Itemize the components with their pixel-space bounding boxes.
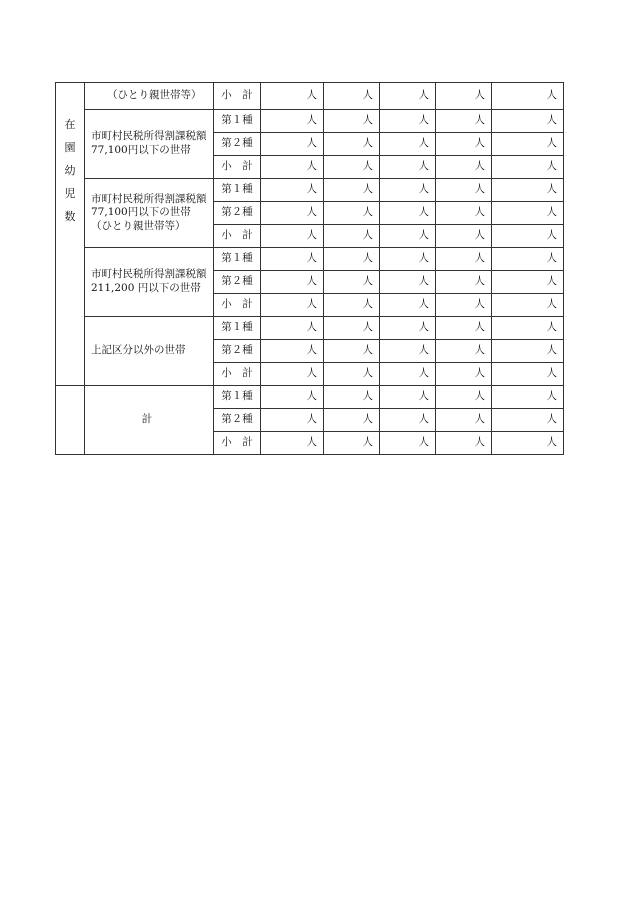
count-cell-total-subtotal-3[interactable]: 人 (436, 432, 492, 455)
side-label-char: 数 (64, 210, 76, 223)
count-cell-g3-first-3[interactable]: 人 (436, 248, 492, 271)
count-cell-g1-second-2[interactable]: 人 (380, 133, 436, 156)
total-label: 計 (85, 386, 214, 455)
count-cell-g1-first-0[interactable]: 人 (261, 110, 324, 133)
table-row (56, 110, 564, 133)
count-cell-g4-second-1[interactable]: 人 (324, 340, 380, 363)
count-cell-total-second-4[interactable]: 人 (492, 409, 564, 432)
count-cell-g4-first-4[interactable]: 人 (492, 317, 564, 340)
count-cell-g3-subtotal-1[interactable]: 人 (324, 294, 380, 317)
count-cell-total-second-0[interactable]: 人 (261, 409, 324, 432)
count-cell-g3-second-3[interactable]: 人 (436, 271, 492, 294)
subrow-label-subtotal: 小 計 (214, 156, 261, 179)
subrow-label-subtotal: 小 計 (214, 225, 261, 248)
category-label: 市町村民税所得割課税額 211,200 円以下の世帯 (85, 248, 214, 317)
count-cell-g1-first-2[interactable]: 人 (380, 110, 436, 133)
count-cell-total-first-0[interactable]: 人 (261, 386, 324, 409)
count-cell-g3-first-1[interactable]: 人 (324, 248, 380, 271)
table-row (56, 179, 564, 202)
side-label-enrolled-children (56, 83, 85, 386)
count-cell-g2-subtotal-3[interactable]: 人 (436, 225, 492, 248)
count-cell-g2-first-3[interactable]: 人 (436, 179, 492, 202)
count-cell-total-second-3[interactable]: 人 (436, 409, 492, 432)
count-cell-g4-second-3[interactable]: 人 (436, 340, 492, 363)
count-cell-g0-subtotal-0[interactable]: 人 (261, 83, 324, 110)
count-cell-total-first-2[interactable]: 人 (380, 386, 436, 409)
count-cell-total-second-2[interactable]: 人 (380, 409, 436, 432)
count-cell-g3-subtotal-3[interactable]: 人 (436, 294, 492, 317)
subrow-label-second: 第２種 (214, 133, 261, 156)
count-cell-g1-subtotal-2[interactable]: 人 (380, 156, 436, 179)
total-side-blank (56, 386, 85, 455)
side-label-char: 在 (64, 118, 76, 131)
count-cell-g1-first-1[interactable]: 人 (324, 110, 380, 133)
subrow-label-second: 第２種 (214, 409, 261, 432)
subrow-label-second: 第２種 (214, 271, 261, 294)
count-cell-g3-second-4[interactable]: 人 (492, 271, 564, 294)
category-label: 市町村民税所得割課税額77,100円以下の世帯（ひとり親世帯等） (85, 179, 214, 248)
count-cell-g2-first-4[interactable]: 人 (492, 179, 564, 202)
count-cell-g2-second-2[interactable]: 人 (380, 202, 436, 225)
count-cell-g3-subtotal-4[interactable]: 人 (492, 294, 564, 317)
count-cell-g3-second-0[interactable]: 人 (261, 271, 324, 294)
count-cell-g4-first-2[interactable]: 人 (380, 317, 436, 340)
count-cell-g2-second-0[interactable]: 人 (261, 202, 324, 225)
count-cell-g1-subtotal-0[interactable]: 人 (261, 156, 324, 179)
count-cell-g4-subtotal-2[interactable]: 人 (380, 363, 436, 386)
count-cell-g1-first-3[interactable]: 人 (436, 110, 492, 133)
count-cell-g4-second-4[interactable]: 人 (492, 340, 564, 363)
side-label-char: 幼 (64, 164, 76, 177)
category-label: 上記区分以外の世帯 (85, 317, 214, 386)
count-cell-g1-second-1[interactable]: 人 (324, 133, 380, 156)
count-cell-g3-second-2[interactable]: 人 (380, 271, 436, 294)
count-cell-g4-subtotal-1[interactable]: 人 (324, 363, 380, 386)
count-cell-g2-second-3[interactable]: 人 (436, 202, 492, 225)
count-cell-total-first-1[interactable]: 人 (324, 386, 380, 409)
count-cell-g3-first-0[interactable]: 人 (261, 248, 324, 271)
count-cell-g3-subtotal-0[interactable]: 人 (261, 294, 324, 317)
count-cell-g1-first-4[interactable]: 人 (492, 110, 564, 133)
subrow-label-subtotal: 小 計 (214, 294, 261, 317)
count-cell-g4-subtotal-0[interactable]: 人 (261, 363, 324, 386)
subrow-label-first: 第１種 (214, 110, 261, 133)
count-cell-g4-first-0[interactable]: 人 (261, 317, 324, 340)
side-label-char: 児 (64, 187, 76, 200)
count-cell-g2-subtotal-1[interactable]: 人 (324, 225, 380, 248)
count-cell-g2-first-1[interactable]: 人 (324, 179, 380, 202)
count-cell-g2-subtotal-0[interactable]: 人 (261, 225, 324, 248)
count-cell-g2-second-4[interactable]: 人 (492, 202, 564, 225)
count-cell-g1-second-3[interactable]: 人 (436, 133, 492, 156)
subrow-label-subtotal: 小 計 (214, 432, 261, 455)
subrow-label-first: 第１種 (214, 317, 261, 340)
count-cell-g1-second-4[interactable]: 人 (492, 133, 564, 156)
count-cell-g2-subtotal-4[interactable]: 人 (492, 225, 564, 248)
enrollment-table (55, 82, 564, 455)
count-cell-g2-subtotal-2[interactable]: 人 (380, 225, 436, 248)
count-cell-g4-first-3[interactable]: 人 (436, 317, 492, 340)
count-cell-g3-second-1[interactable]: 人 (324, 271, 380, 294)
count-cell-total-first-4[interactable]: 人 (492, 386, 564, 409)
category-label: （ひとり親世帯等） (85, 83, 214, 110)
count-cell-g2-first-0[interactable]: 人 (261, 179, 324, 202)
count-cell-g1-second-0[interactable]: 人 (261, 133, 324, 156)
count-cell-total-subtotal-2[interactable]: 人 (380, 432, 436, 455)
count-cell-total-subtotal-1[interactable]: 人 (324, 432, 380, 455)
count-cell-g2-second-1[interactable]: 人 (324, 202, 380, 225)
count-cell-g4-second-2[interactable]: 人 (380, 340, 436, 363)
count-cell-g1-subtotal-1[interactable]: 人 (324, 156, 380, 179)
count-cell-g3-first-2[interactable]: 人 (380, 248, 436, 271)
count-cell-total-first-3[interactable]: 人 (436, 386, 492, 409)
count-cell-g0-subtotal-2[interactable]: 人 (380, 83, 436, 110)
table-row (56, 248, 564, 271)
count-cell-total-subtotal-4[interactable]: 人 (492, 432, 564, 455)
count-cell-total-second-1[interactable]: 人 (324, 409, 380, 432)
table-row (56, 83, 564, 110)
side-label-char: 園 (64, 141, 76, 154)
subrow-label-second: 第２種 (214, 340, 261, 363)
count-cell-g4-subtotal-4[interactable]: 人 (492, 363, 564, 386)
count-cell-g3-first-4[interactable]: 人 (492, 248, 564, 271)
table-row (56, 317, 564, 340)
count-cell-g0-subtotal-1[interactable]: 人 (324, 83, 380, 110)
category-label: 市町村民税所得割課税額77,100円以下の世帯 (85, 110, 214, 179)
count-cell-g1-subtotal-4[interactable]: 人 (492, 156, 564, 179)
subrow-label-second: 第２種 (214, 202, 261, 225)
subrow-label-subtotal: 小 計 (214, 363, 261, 386)
count-cell-g4-first-1[interactable]: 人 (324, 317, 380, 340)
count-cell-g2-first-2[interactable]: 人 (380, 179, 436, 202)
count-cell-total-subtotal-0[interactable]: 人 (261, 432, 324, 455)
count-cell-g3-subtotal-2[interactable]: 人 (380, 294, 436, 317)
table-row (56, 386, 564, 409)
subrow-label-first: 第１種 (214, 248, 261, 271)
count-cell-g1-subtotal-3[interactable]: 人 (436, 156, 492, 179)
subrow-label-first: 第１種 (214, 179, 261, 202)
count-cell-g4-subtotal-3[interactable]: 人 (436, 363, 492, 386)
count-cell-g0-subtotal-4[interactable]: 人 (492, 83, 564, 110)
subrow-label-subtotal: 小 計 (214, 83, 261, 110)
count-cell-g4-second-0[interactable]: 人 (261, 340, 324, 363)
count-cell-g0-subtotal-3[interactable]: 人 (436, 83, 492, 110)
subrow-label-first: 第１種 (214, 386, 261, 409)
